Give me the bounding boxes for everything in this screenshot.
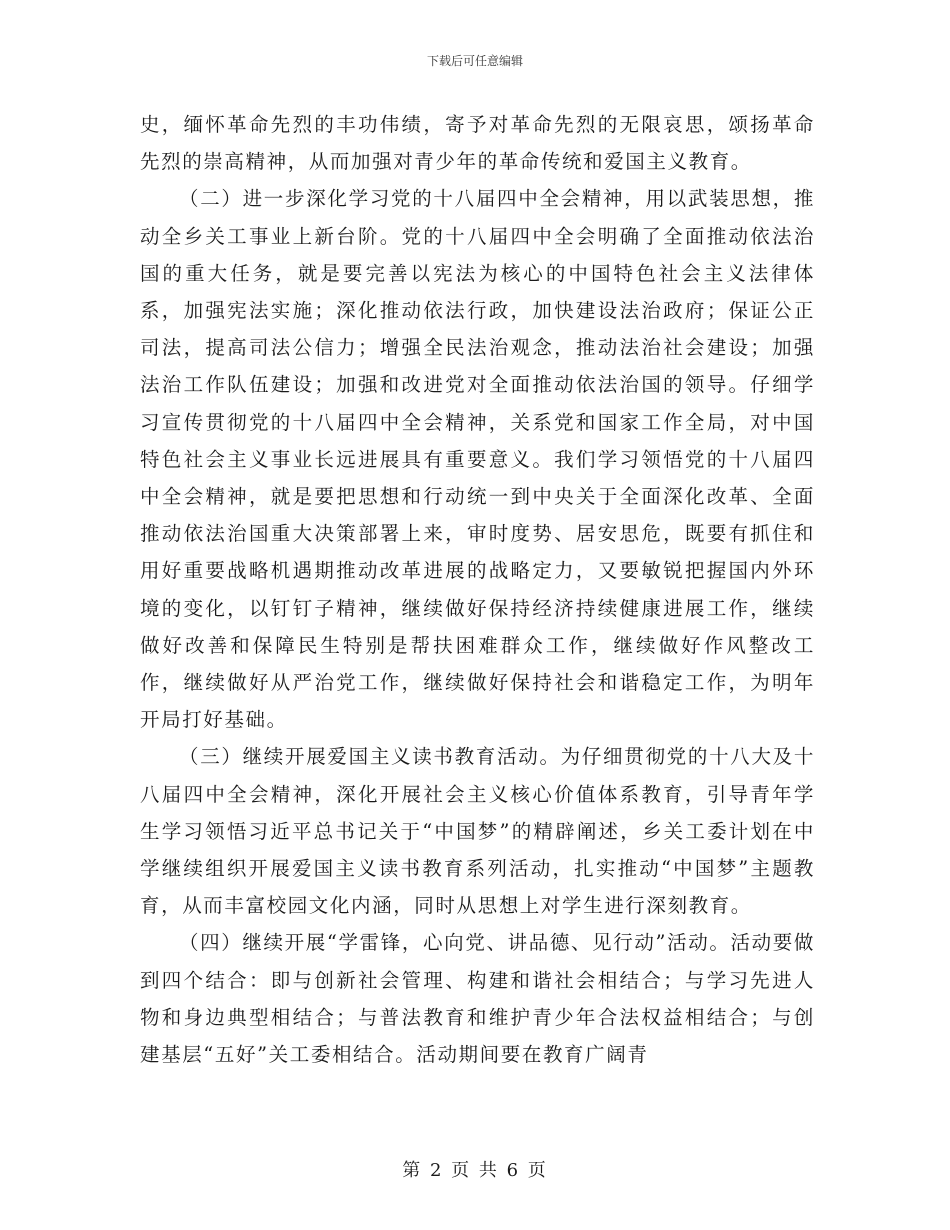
page-header: 下载后可任意编辑: [426, 54, 523, 68]
paragraph-continuation: 史，缅怀革命先烈的丰功伟绩，寄予对革命先烈的无限哀思，颂扬革命先烈的崇高精神，从而加强对青少年的革命传统和爱国主义教育。: [140, 113, 815, 174]
paragraph-section-2: （二）进一步深化学习党的十八届四中全会精神，用以武装思想，推动全乡关工事业上新台阶。党的十八届四中全会明确了全面推动依法治国的重大任务，就是要完善以宪法为核心的中国特色社会主义法律体系，加强宪法实施；深化推动依法行政，加快建设法治政府；保证公正司法，提高司法公信力；增强全民法治观念，推动法治社会建设；加强法治工作队伍建设；加强和改进党对全面推动依法治国的领导。仔细学习宣传贯彻党的十八届四中全会精神，关系党和国家工作全局，对中国特色社会主义事业长远进展具有重要意义。我们学习领悟党的十八届四中全会精神，就是要把思想和行动统一到中央关于全面深化改革、全面推动依法治国重大决策部署上来，审时度势、居安思危，既要有抓住和用好重要战略机遇期推动改革进展的战略定力，又要敏锐把握国内外环境的变化，以钉钉子精神，继续做好保持经济持续健康进展工作，继续做好改善和保障民生特别是帮扶困难群众工作，继续做好作风整改工作，继续做好从严治党工作，继续做好保持社会和谐稳定工作，为明年开局打好基础。: [140, 187, 815, 732]
page-number-footer: 第 2 页 共 6 页: [402, 1160, 548, 1181]
document-body: [140, 106, 815, 1073]
paragraph-section-4: （四）继续开展“学雷锋，心向党、讲品德、见行动”活动。活动要做到四个结合：即与创新社会管理、构建和谐社会相结合；与学习先进人物和身边典型相结合；与普法教育和维护青少年合法权益相结合；与创建基层“五好”关工委相结合。活动期间要在教育广阔青: [140, 931, 815, 1067]
paragraph-section-3: （三）继续开展爱国主义读书教育活动。为仔细贯彻党的十八大及十八届四中全会精神，深化开展社会主义核心价值体系教育，引导青年学生学习领悟习近平总书记关于“中国梦”的精辟阐述，乡关工委计划在中学继续组织开展爱国主义读书教育系列活动，扎实推动“中国梦”主题教育，从而丰富校园文化内涵，同时从思想上对学生进行深刻教育。: [140, 745, 815, 918]
